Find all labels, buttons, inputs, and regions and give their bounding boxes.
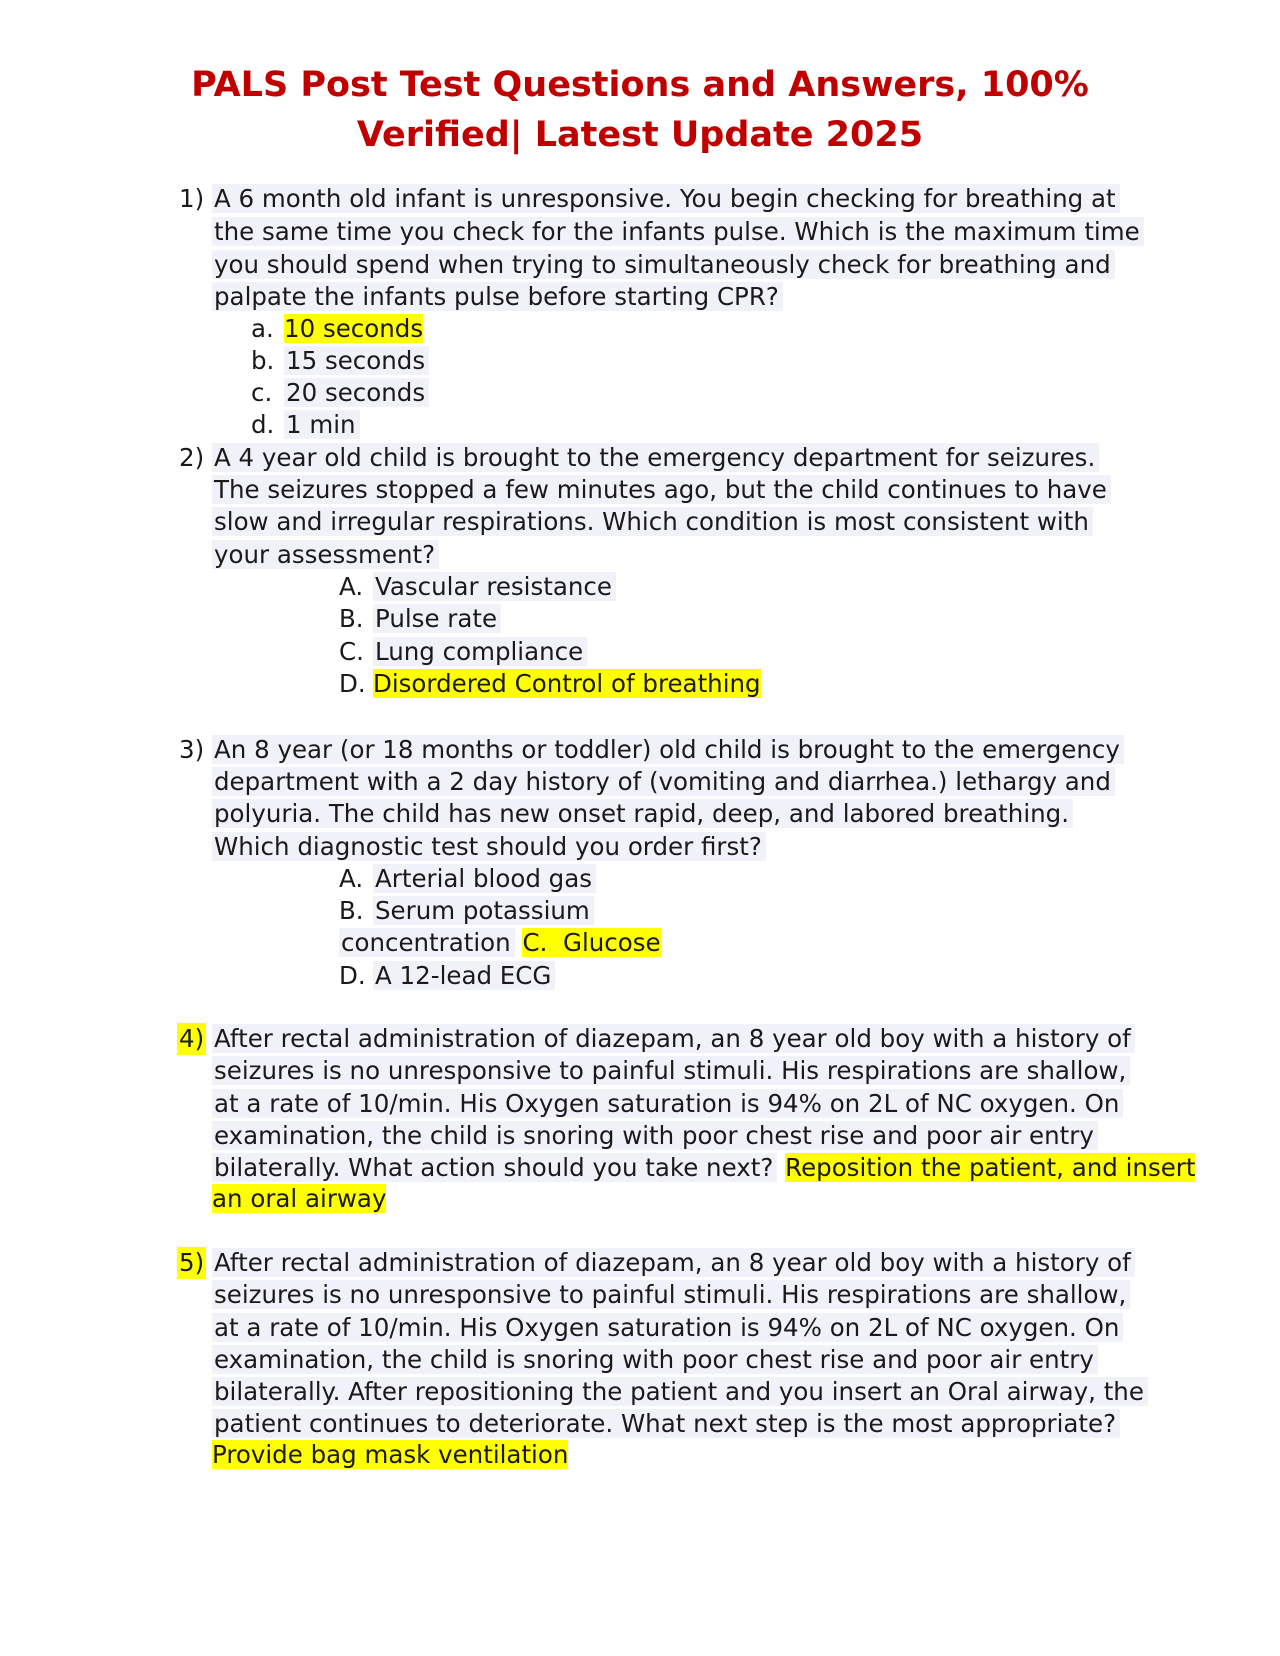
q1-option-d: 1 min: [284, 409, 360, 441]
question-4-line-2: seizures is no unresponsive to painful stimuli. His respirations are shallow,: [212, 1055, 1130, 1087]
q2-option-d-answer: Disordered Control of breathing: [373, 669, 761, 698]
question-1-number: 1): [179, 184, 205, 213]
q3-option-a-label: A.: [339, 864, 364, 893]
q3-option-b: Serum potassium: [373, 895, 594, 927]
question-5-line-1: After rectal administration of diazepam, an 8 year old boy with a history of: [212, 1247, 1135, 1279]
question-4-line-5: bilaterally. What action should you take next? Reposition the patient, and insert: [214, 1153, 1196, 1182]
question-3-line-4: Which diagnostic test should you order first?: [212, 831, 766, 863]
q1-option-d-label: d.: [251, 410, 275, 439]
question-4-line-3: at a rate of 10/min. His Oxygen saturation is 94% on 2L of NC oxygen. On: [212, 1088, 1123, 1120]
question-2-line-1: A 4 year old child is brought to the emergency department for seizures.: [212, 442, 1099, 474]
question-5-line-3: at a rate of 10/min. His Oxygen saturation is 94% on 2L of NC oxygen. On: [212, 1312, 1123, 1344]
q3-option-b-continuation: concentration C. Glucose: [341, 928, 661, 957]
q2-option-d-label: D.: [339, 669, 366, 698]
q3-option-b-label: B.: [339, 896, 364, 925]
question-5-line-5: bilaterally. After repositioning the patient and you insert an Oral airway, the: [212, 1376, 1148, 1408]
q1-option-c-label: c.: [251, 378, 273, 407]
question-4-number: 4): [179, 1024, 205, 1053]
question-3-line-1: An 8 year (or 18 months or toddler) old child is brought to the emergency: [212, 734, 1124, 766]
q2-option-c-label: C.: [339, 637, 364, 666]
document-title-line-1: PALS Post Test Questions and Answers, 100%: [191, 65, 1089, 105]
question-3-line-3: polyuria. The child has new onset rapid, deep, and labored breathing.: [212, 798, 1073, 830]
question-2-line-3: slow and irregular respirations. Which condition is most consistent with: [212, 506, 1093, 538]
q3-option-a: Arterial blood gas: [373, 863, 596, 895]
question-3-line-2: department with a 2 day history of (vomiting and diarrhea.) lethargy and: [212, 766, 1115, 798]
question-1-line-3: you should spend when trying to simultaneously check for breathing and: [212, 249, 1115, 281]
q1-option-c: 20 seconds: [284, 377, 429, 409]
question-5-answer: Provide bag mask ventilation: [212, 1440, 569, 1469]
q1-option-a-answer: 10 seconds: [284, 314, 424, 343]
q3-option-d-label: D.: [339, 961, 366, 990]
q1-option-b-label: b.: [251, 346, 275, 375]
question-1-line-1: A 6 month old infant is unresponsive. You begin checking for breathing at: [212, 183, 1120, 215]
q2-option-c: Lung compliance: [373, 636, 587, 668]
question-1-line-2: the same time you check for the infants pulse. Which is the maximum time: [212, 216, 1144, 248]
question-2-line-4: your assessment?: [212, 539, 439, 571]
document-title-line-2: Verified| Latest Update 2025: [356, 115, 924, 155]
q1-option-a-label: a.: [251, 314, 274, 343]
question-2-number: 2): [179, 443, 205, 472]
q3-option-d: A 12-lead ECG: [373, 960, 555, 992]
q4-answer-part-2: an oral airway: [212, 1184, 387, 1213]
question-2-line-2: The seizures stopped a few minutes ago, but the child continues to have: [212, 474, 1111, 506]
q2-option-a-label: A.: [339, 572, 364, 601]
question-4-answer-line-2: [212, 1183, 386, 1215]
question-4-line-4: examination, the child is snoring with poor chest rise and poor air entry: [212, 1120, 1098, 1152]
q1-option-b: 15 seconds: [284, 345, 429, 377]
question-3-number: 3): [179, 735, 205, 764]
question-5-number: 5): [179, 1248, 205, 1277]
question-5-line-2: seizures is no unresponsive to painful stimuli. His respirations are shallow,: [212, 1279, 1130, 1311]
question-5-line-4: examination, the child is snoring with poor chest rise and poor air entry: [212, 1344, 1098, 1376]
q3-option-c-answer: C. Glucose: [522, 928, 661, 957]
q2-option-a: Vascular resistance: [373, 571, 616, 603]
question-1-line-4: palpate the infants pulse before starting CPR?: [212, 281, 783, 313]
question-4-line-1: After rectal administration of diazepam, an 8 year old boy with a history of: [212, 1023, 1135, 1055]
q4-answer-part-1: Reposition the patient, and insert: [785, 1153, 1196, 1182]
question-5-line-6: patient continues to deteriorate. What next step is the most appropriate?: [212, 1408, 1120, 1440]
q2-option-b-label: B.: [339, 604, 364, 633]
q2-option-b: Pulse rate: [373, 603, 501, 635]
